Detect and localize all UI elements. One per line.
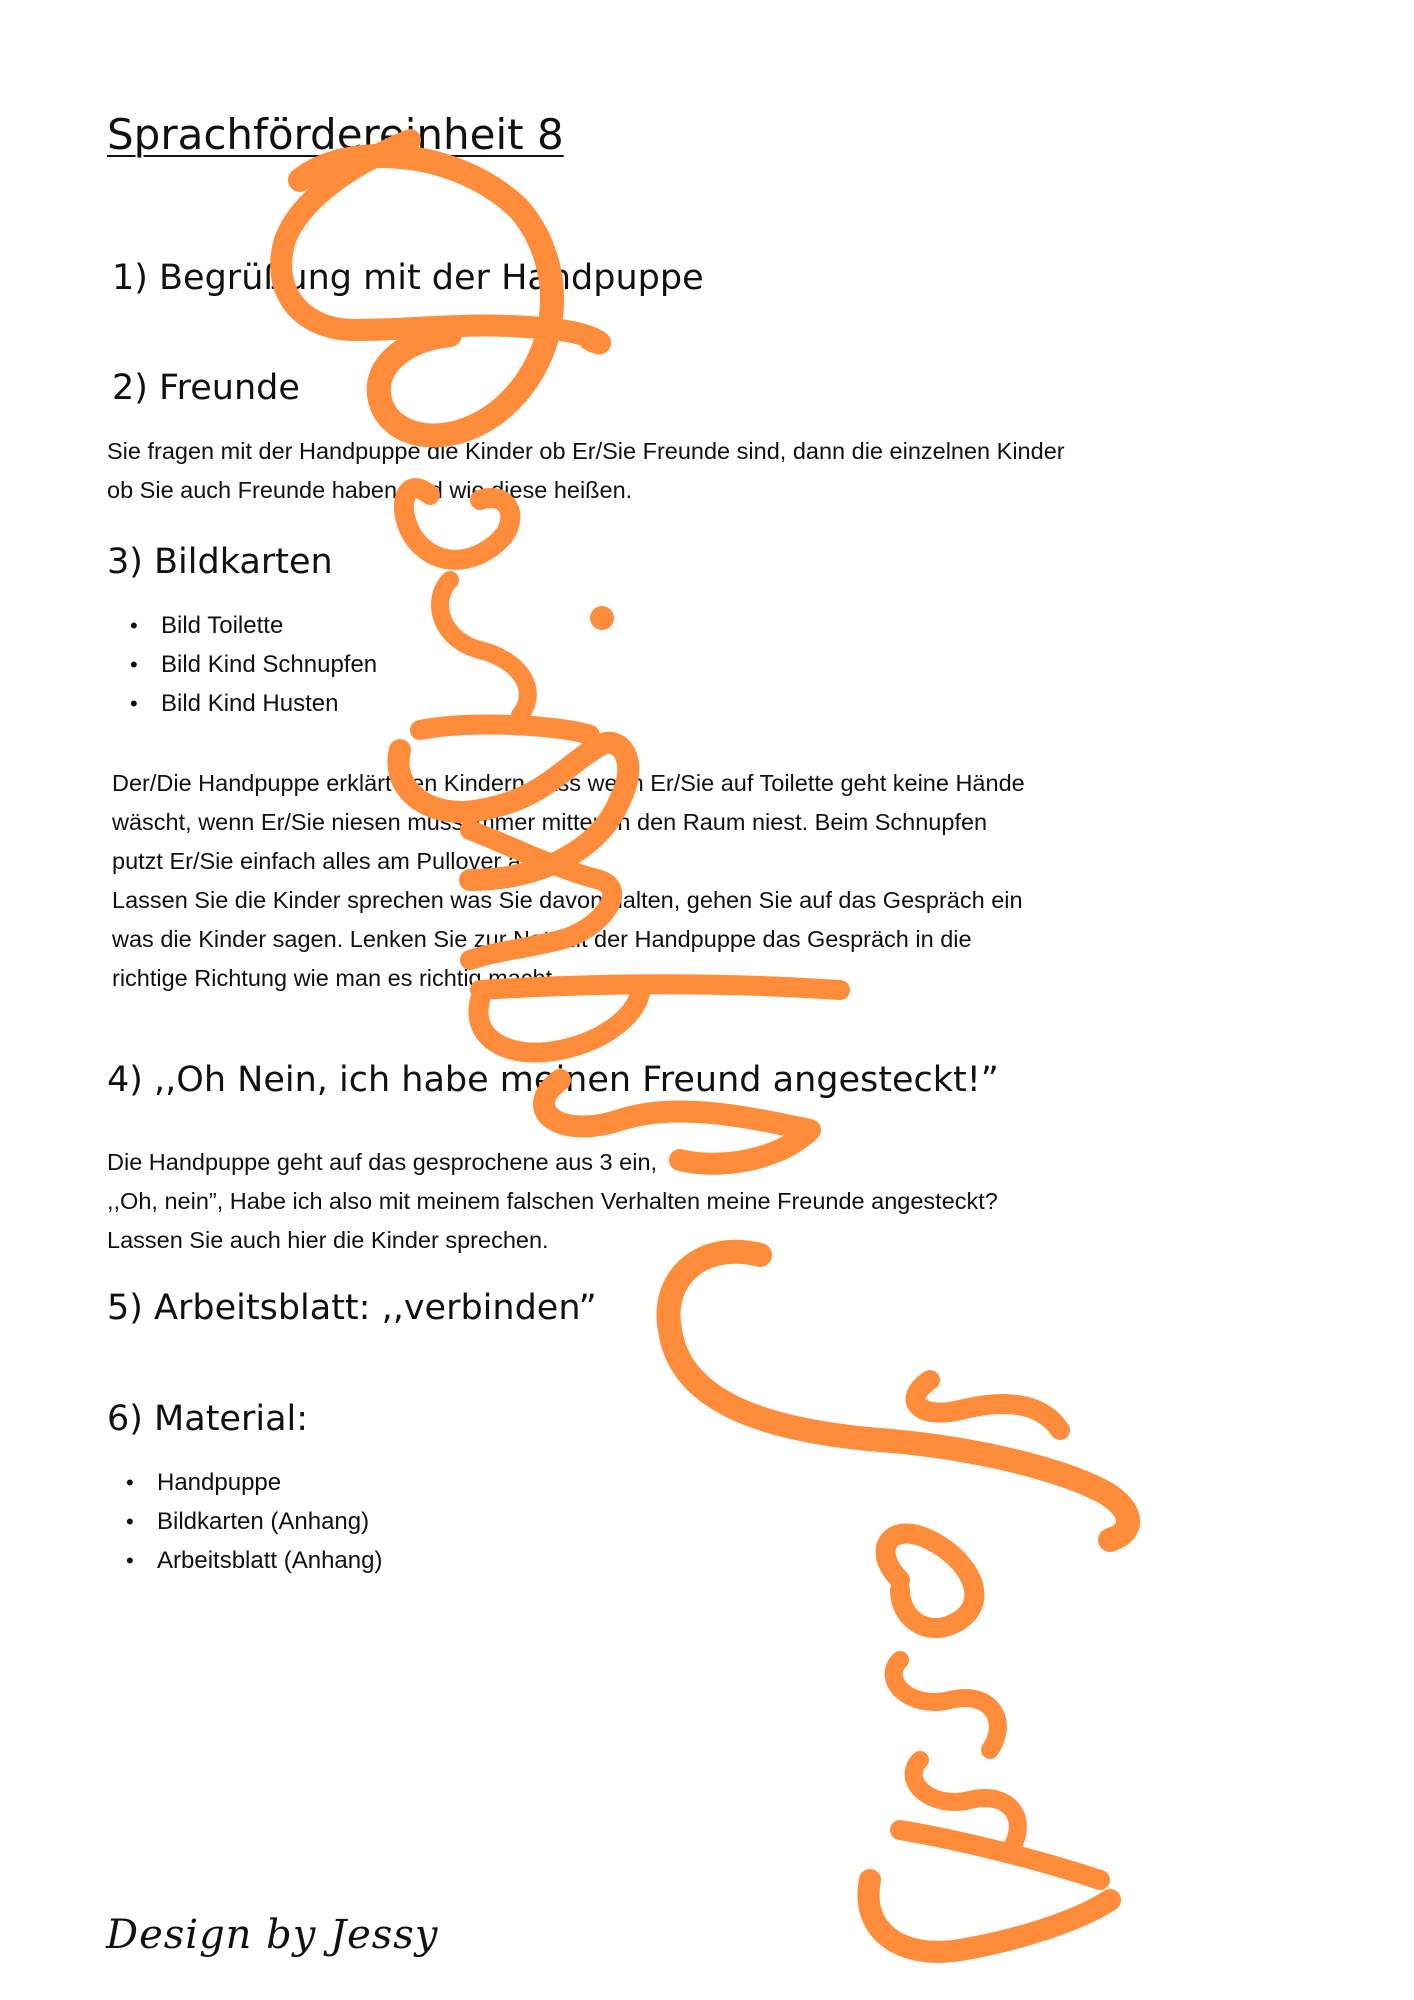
section-6-bullet-list bbox=[126, 1463, 382, 1580]
footer-signature: Design by Jessy bbox=[106, 1912, 439, 1958]
watermark-stroke bbox=[886, 1534, 975, 1629]
watermark-dot bbox=[590, 606, 614, 630]
watermark-stroke bbox=[668, 1252, 1128, 1540]
section-4-heading: 4) ,,Oh Nein, ich habe meinen Freund angesteckt!” bbox=[107, 1060, 999, 1100]
bullet-item: • Bildkarten (Anhang) bbox=[126, 1502, 382, 1541]
section-3-text-line-5: was die Kinder sagen. Lenken Sie zur Not mit der Handpuppe das Gespräch in die bbox=[112, 926, 972, 952]
watermark-stroke bbox=[868, 1880, 1110, 1952]
section-3-text-line-2: wäscht, wenn Er/Sie niesen muss immer mitten in den Raum niest. Beim Schnupfen bbox=[112, 809, 988, 835]
section-1-heading: 1) Begrüßung mit der Handpuppe bbox=[112, 258, 704, 298]
bullet-item: • Bild Kind Husten bbox=[130, 684, 377, 723]
watermark-stroke bbox=[894, 1660, 998, 1750]
section-3-text-line-6: richtige Richtung wie man es richtig macht. bbox=[112, 965, 559, 991]
bullet-item: • Bild Toilette bbox=[130, 606, 377, 645]
section-3-text-line-4: Lassen Sie die Kinder sprechen was Sie davon halten, gehen Sie auf das Gespräch ein bbox=[112, 887, 1023, 913]
section-3-text-line-3: putzt Er/Sie einfach alles am Pullover ab. bbox=[112, 848, 541, 874]
watermark-stroke bbox=[440, 580, 528, 715]
page-title: Sprachfördereinheit 8 bbox=[107, 110, 564, 159]
section-4-text-line-3: Lassen Sie auch hier die Kinder sprechen. bbox=[107, 1227, 549, 1253]
section-6-heading: 6) Material: bbox=[107, 1399, 309, 1439]
watermark-stroke bbox=[916, 1380, 1060, 1430]
bullet-item: • Bild Kind Schnupfen bbox=[130, 645, 377, 684]
watermark-stroke bbox=[281, 140, 600, 343]
watermark-stroke bbox=[900, 1830, 1100, 1880]
section-3-heading: 3) Bildkarten bbox=[107, 542, 333, 582]
section-2-heading: 2) Freunde bbox=[112, 368, 300, 408]
section-2-text-line-1: Sie fragen mit der Handpuppe die Kinder ob Er/Sie Freunde sind, dann die einzelnen Kinder bbox=[107, 438, 1065, 464]
section-3-text-line-1: Der/Die Handpuppe erklärt den Kindern dass wenn Er/Sie auf Toilette geht keine Hände bbox=[112, 770, 1025, 796]
section-3-bullet-list bbox=[130, 606, 377, 723]
section-5-heading: 5) Arbeitsblatt: ,,verbinden” bbox=[107, 1288, 597, 1328]
section-2-text-line-2: ob Sie auch Freunde haben und wie diese heißen. bbox=[107, 477, 633, 503]
bullet-item: • Arbeitsblatt (Anhang) bbox=[126, 1541, 382, 1580]
section-4-text-line-2: ,,Oh, nein”, Habe ich also mit meinem falschen Verhalten meine Freunde angesteckt? bbox=[107, 1188, 998, 1214]
watermark-stroke bbox=[420, 725, 590, 735]
watermark-stroke bbox=[478, 990, 640, 1053]
section-4-text-line-1: Die Handpuppe geht auf das gesprochene aus 3 ein, bbox=[107, 1149, 658, 1175]
watermark-stroke bbox=[914, 1760, 1018, 1850]
bullet-item: • Handpuppe bbox=[126, 1463, 382, 1502]
